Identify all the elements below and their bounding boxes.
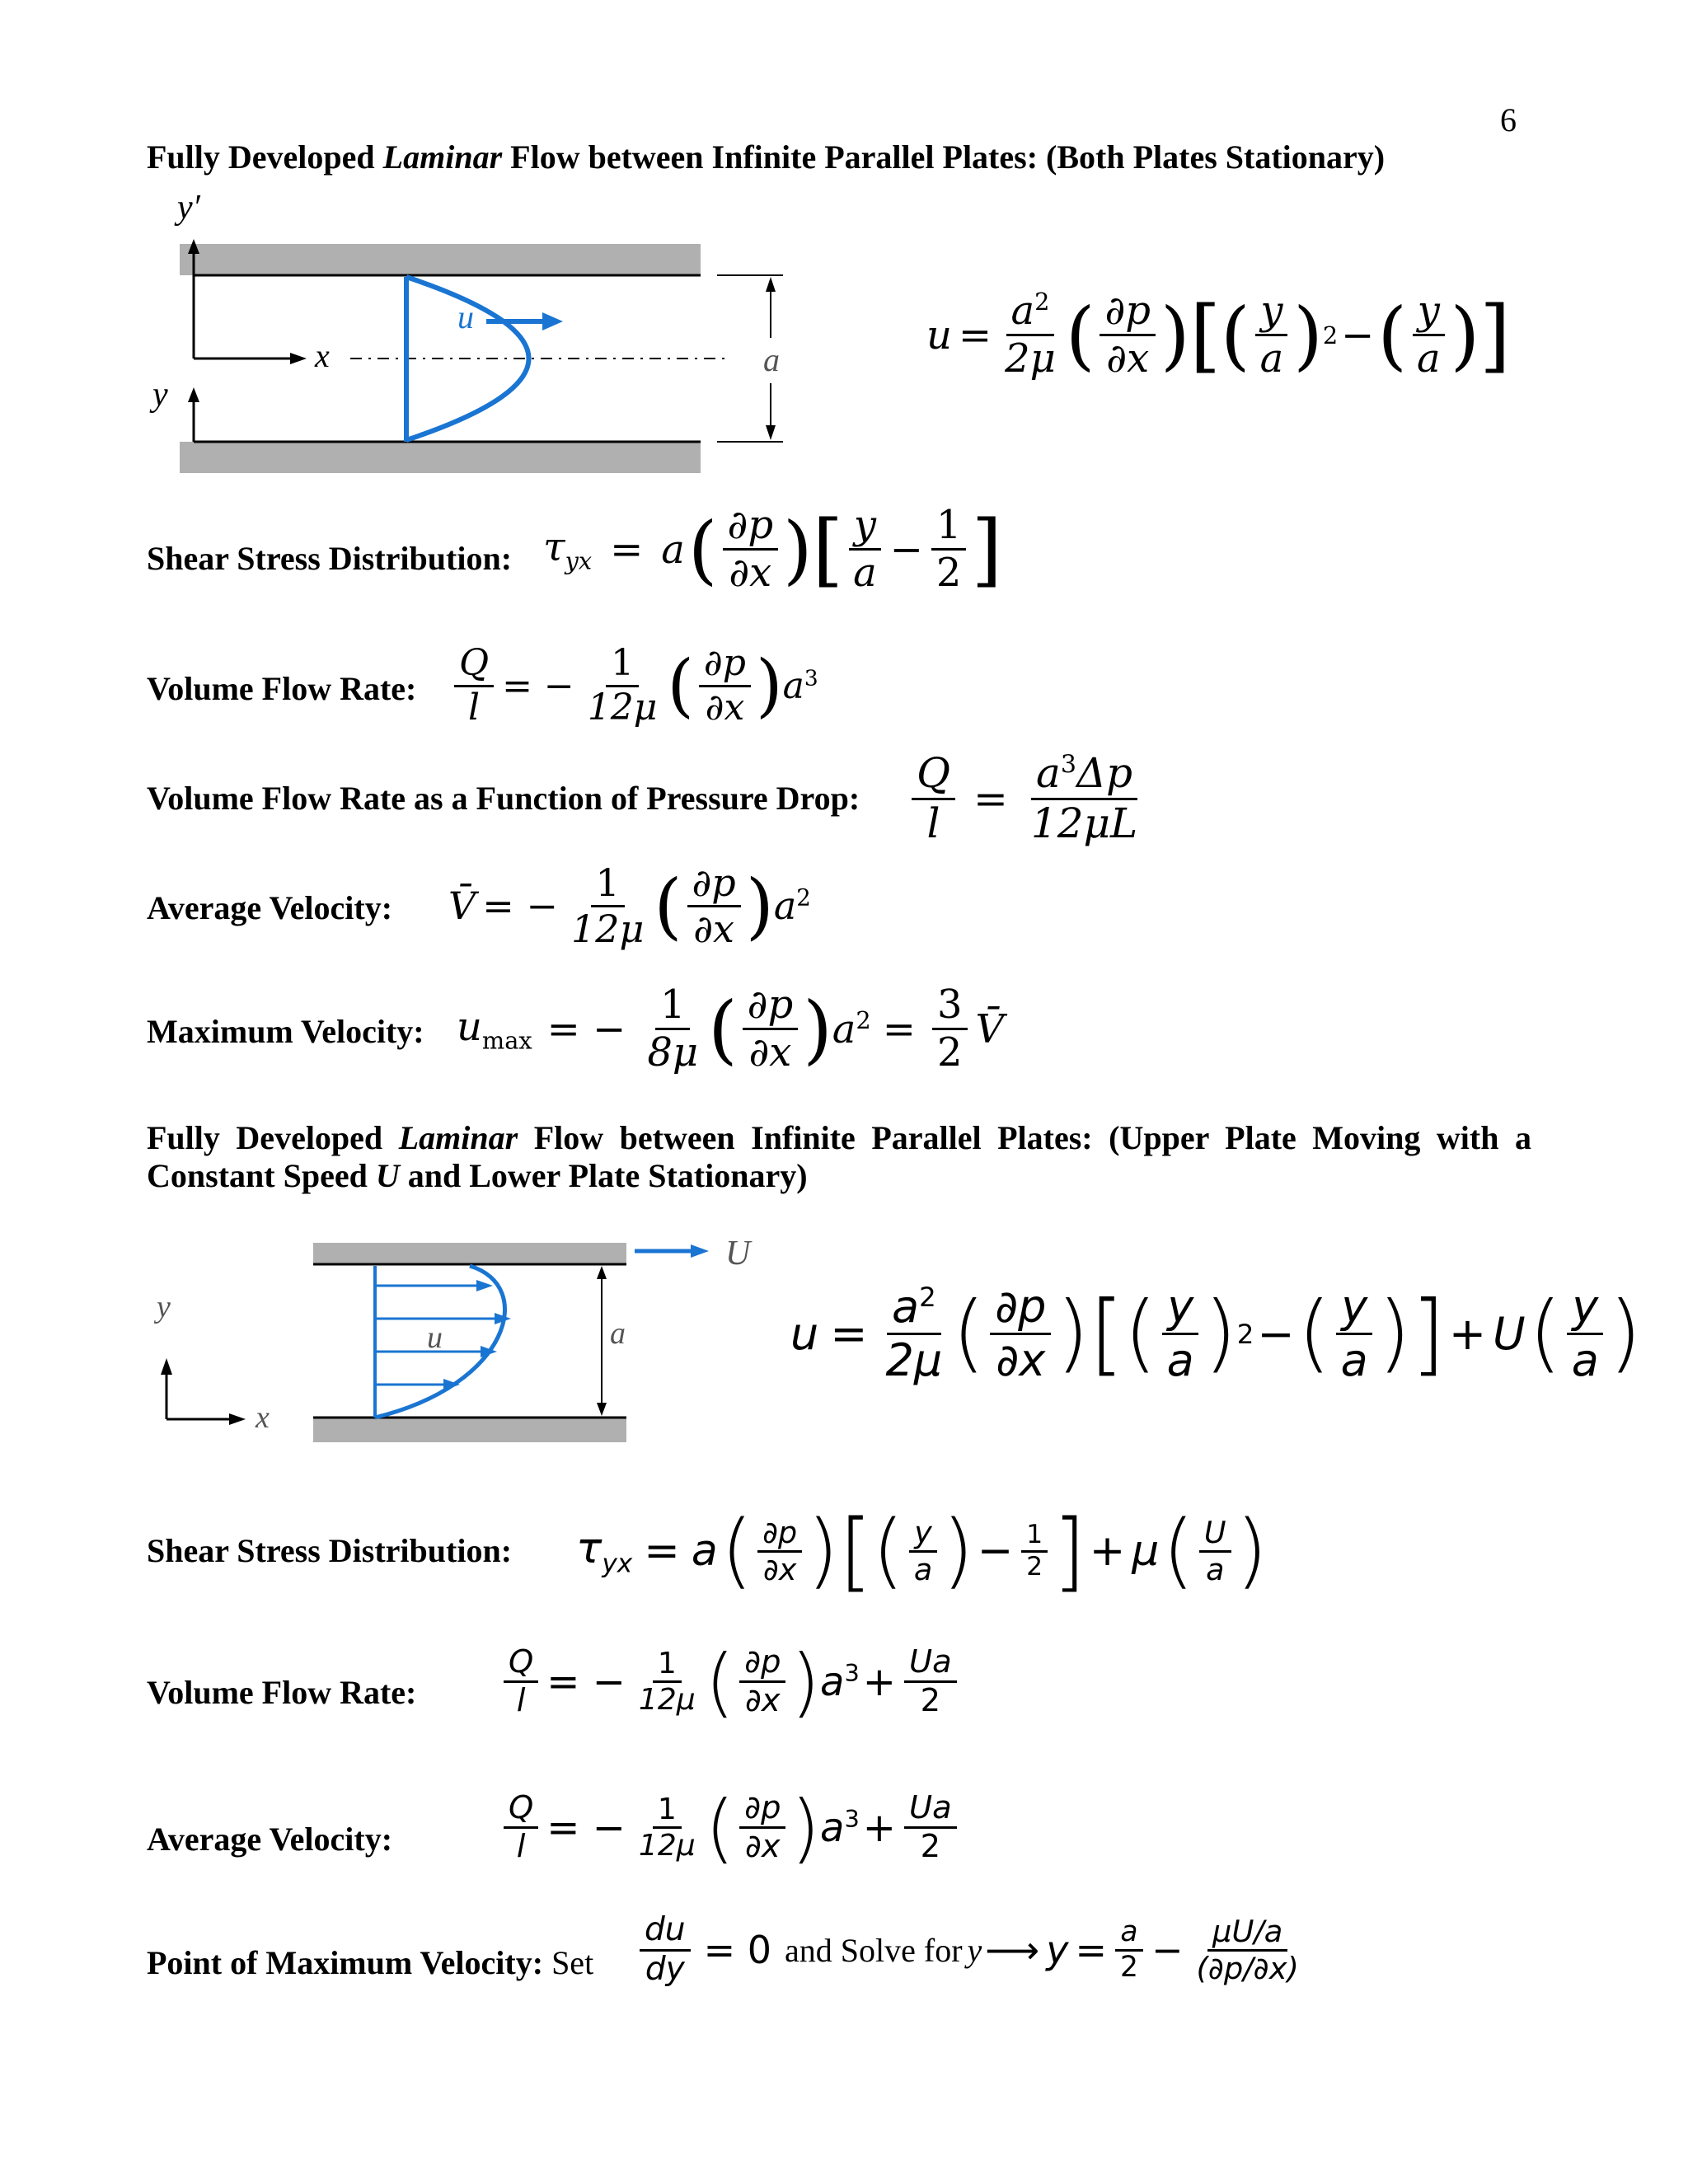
max-velocity-equation: $u_{max}$ = − $\frac{1}{8\mu}$ ( $\frac{\partial p}{\partial x}$ ) $a^2$ = $\frac{3}{2}$ V̄ [457,982,1005,1076]
label-a: a [763,341,780,378]
flow-rate-dp-label: Volume Flow Rate as a Function of Pressure Drop: [147,780,860,817]
label-U: U [725,1235,751,1272]
section2-heading-text-2: Flow between Infinite Parallel Plates: (Upper Plate Moving with a Constant Speed [147,1119,1531,1194]
avg-velocity-label-2: Average Velocity: [147,1821,393,1858]
upper-plate [180,244,701,275]
shear-label-1: Shear Stress Distribution: [147,540,513,577]
max-point-label: Point of Maximum Velocity: [147,1944,544,1981]
max-point-equation: $\frac{du}{dy}$ = 0 and Solve for y ⟶ y = $\frac{a}{2}$ − $\frac{\mu U/a}{(\partial p/\partial x)}$ [635,1912,1309,1989]
flow-rate-equation-1: $\frac{Q}{l}$ = − $\frac{1}{12\mu}$ ( $\frac{\partial p}{\partial x}$ ) $a^3$ [449,643,818,729]
and-solve-text: and Solve for [785,1931,963,1969]
avg-velocity-equation-2: $\frac{Q}{l}$ = − $\frac{1}{12\mu}$ ( $\frac{\partial p}{\partial x}$ ) $a^3$ + $\frac{Ua}{2}$ [499,1790,962,1865]
velocity-equation-1: u = $\frac{a^2}{2\mu}$ ( $\frac{\partial p}{\partial x}$ ) [ ( $\frac{y}{a}$ ) 2 − ( $\frac{y}{a}$ ) ] [926,288,1511,382]
section1-heading-text-1: Fully Developed [147,138,383,176]
channel-diagram-stationary [148,190,824,486]
label-x-2: x [256,1400,270,1435]
max-velocity-label: Maximum Velocity: [147,1013,424,1050]
label-y-2: y [157,1290,171,1324]
flow-rate-equation-2: $\frac{Q}{l}$ = − $\frac{1}{12\mu}$ ( $\frac{\partial p}{\partial x}$ ) $a^3$ + $\frac{Ua}{2}$ [499,1644,962,1719]
flow-rate-label-2: Volume Flow Rate: [147,1674,417,1711]
moving-upper-plate [313,1243,626,1264]
avg-velocity-equation-1: V̄ = − $\frac{1}{12\mu}$ ( $\frac{\partial p}{\partial x}$ ) $a^2$ [448,860,811,951]
section1-heading [147,138,1531,176]
max-point-line [147,1943,593,1982]
velocity-arrow [542,312,563,330]
lower-plate [180,442,701,473]
label-u-2: u [427,1320,443,1355]
shear-equation-1: $\tau_{yx}$ = a ( $\frac{\partial p}{\partial x}$ ) [ $\frac{y}{a}$ − $\frac{1}{2}$ ] [543,502,1002,597]
page-number: 6 [1500,101,1517,138]
section2-heading-italic: Laminar [398,1119,518,1156]
section2-heading-text-1: Fully Developed [147,1119,399,1156]
flow-rate-label-1: Volume Flow Rate: [147,670,417,707]
label-u: u [457,298,474,335]
section2-heading-italic-U: U [375,1157,400,1194]
channel-diagram-moving-plate [148,1220,775,1459]
section2-heading-text-3: and Lower Plate Stationary) [399,1157,808,1194]
section2-heading [147,1119,1531,1195]
label-yprime: y′ [177,190,200,227]
stationary-lower-plate [313,1418,626,1442]
shear-equation-2: $\tau_{yx}$ = a ( $\frac{\partial p}{\partial x}$ ) [ ( $\frac{y}{a}$ ) − $\frac{1}{2}$ ] + μ ( $\frac{U}{a}$ ) [576,1501,1268,1601]
set-text: Set [551,1944,594,1981]
section1-heading-text-2: Flow between Infinite Parallel Plates: (Both Plates Stationary) [502,138,1386,176]
velocity-equation-2: u = $\frac{a^2}{2\mu}$ ( $\frac{\partial p}{\partial x}$ ) [ ( $\frac{y}{a}$ ) 2 − ( $\frac{y}{a}$ ) ] + U ( $\frac{y}{a}$ ) [790,1281,1642,1387]
shear-label-2: Shear Stress Distribution: [147,1532,513,1569]
flow-rate-dp-equation: $\frac{Q}{l}$ = $\frac{a^3\Delta p}{12\mu L}$ [907,750,1147,847]
label-x: x [315,337,330,374]
label-y: y [152,376,168,414]
label-a-2: a [610,1316,626,1351]
section1-heading-italic: Laminar [382,138,503,176]
avg-velocity-label-1: Average Velocity: [147,889,393,926]
